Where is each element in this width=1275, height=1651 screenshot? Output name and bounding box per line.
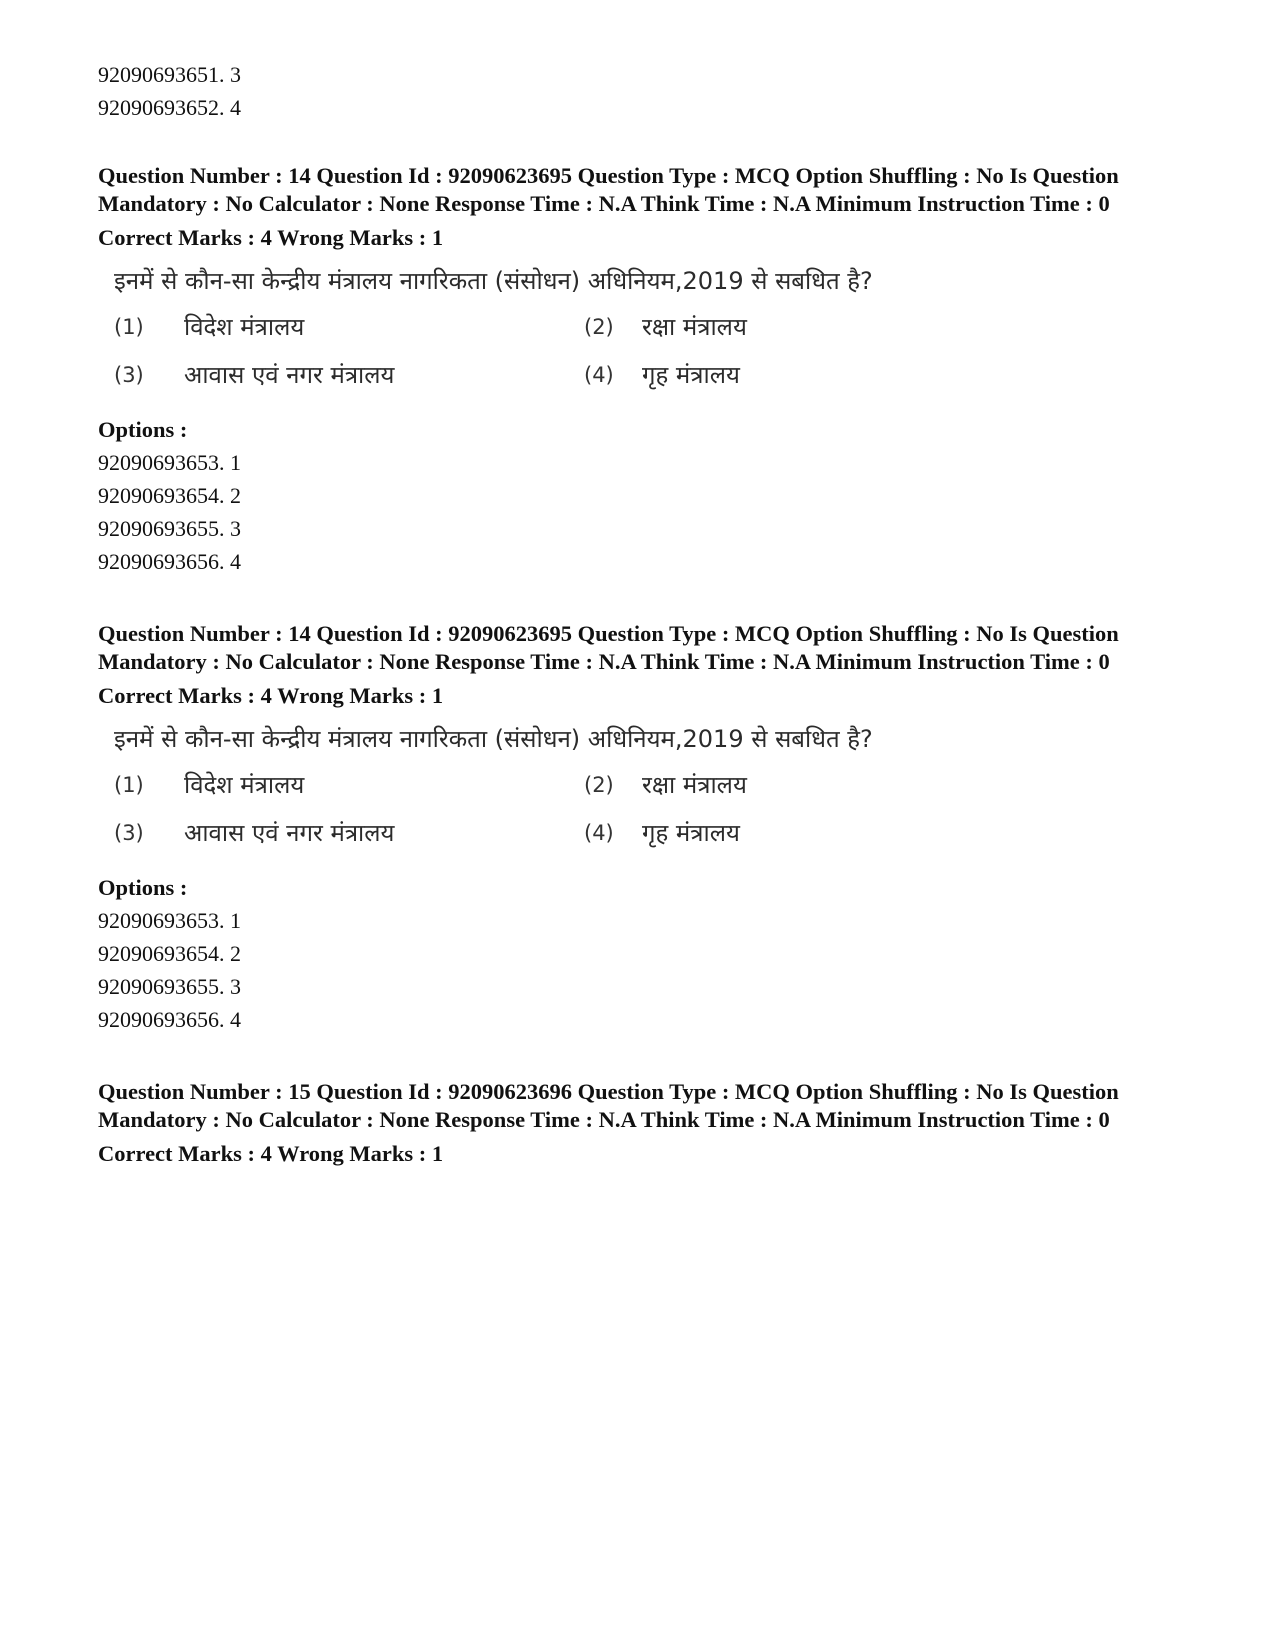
options-label: Options : xyxy=(98,875,188,900)
document-page xyxy=(98,58,1178,1168)
question-block xyxy=(98,1078,1178,1168)
question-content xyxy=(114,264,1178,392)
choice-grid xyxy=(114,768,1178,850)
marks-line: Correct Marks : 4 Wrong Marks : 1 xyxy=(98,683,444,708)
choice-number: (3) xyxy=(114,363,144,387)
choice-number: (2) xyxy=(584,315,614,339)
choice-text: गृह मंत्रालय xyxy=(642,361,740,389)
option-line: 92090693655. 3 xyxy=(98,516,241,541)
option-line: 92090693654. 2 xyxy=(98,941,241,966)
choice-text: विदेश मंत्रालय xyxy=(184,771,305,799)
question-header: Question Number : 14 Question Id : 92090623695 Question Type : MCQ Option Shuffling : No Is Question Mandatory : No Calculator : None Response Time : N.A Think Time : N.A Minimum Instruction Time : 0 xyxy=(98,621,1119,674)
options-label: Options : xyxy=(98,417,188,442)
question-block xyxy=(98,620,1178,1036)
choice-text: आवास एवं नगर मंत्रालय xyxy=(184,819,395,847)
option-line: 92090693653. 1 xyxy=(98,908,241,933)
choice-number: (1) xyxy=(114,773,144,797)
marks-line: Correct Marks : 4 Wrong Marks : 1 xyxy=(98,1141,444,1166)
option-line: 92090693654. 2 xyxy=(98,483,241,508)
choice-text: गृह मंत्रालय xyxy=(642,819,740,847)
question-content xyxy=(114,722,1178,850)
question-header: Question Number : 15 Question Id : 92090623696 Question Type : MCQ Option Shuffling : No Is Question Mandatory : No Calculator : None Response Time : N.A Think Time : N.A Minimum Instruction Time : 0 xyxy=(98,1079,1119,1132)
choice-number: (4) xyxy=(584,821,614,845)
option-line: 92090693651. 3 xyxy=(98,62,241,87)
option-line: 92090693656. 4 xyxy=(98,1007,241,1032)
option-line: 92090693652. 4 xyxy=(98,95,241,120)
question-text: इनमें से कौन-सा केन्द्रीय मंत्रालय नागरिकता (संसोधन) अधिनियम,2019 से सबधित है? xyxy=(114,267,873,295)
choice-text: आवास एवं नगर मंत्रालय xyxy=(184,361,395,389)
choice-number: (2) xyxy=(584,773,614,797)
choice-text: विदेश मंत्रालय xyxy=(184,313,305,341)
choice-number: (4) xyxy=(584,363,614,387)
choice-text: रक्षा मंत्रालय xyxy=(642,313,747,341)
option-line: 92090693656. 4 xyxy=(98,549,241,574)
choice-text: रक्षा मंत्रालय xyxy=(642,771,747,799)
question-block xyxy=(98,162,1178,578)
choice-grid xyxy=(114,310,1178,392)
option-line: 92090693655. 3 xyxy=(98,974,241,999)
question-header: Question Number : 14 Question Id : 92090623695 Question Type : MCQ Option Shuffling : No Is Question Mandatory : No Calculator : None Response Time : N.A Think Time : N.A Minimum Instruction Time : 0 xyxy=(98,163,1119,216)
choice-number: (1) xyxy=(114,315,144,339)
choice-number: (3) xyxy=(114,821,144,845)
marks-line: Correct Marks : 4 Wrong Marks : 1 xyxy=(98,225,444,250)
option-line: 92090693653. 1 xyxy=(98,450,241,475)
previous-question-options xyxy=(98,58,1178,124)
question-text: इनमें से कौन-सा केन्द्रीय मंत्रालय नागरिकता (संसोधन) अधिनियम,2019 से सबधित है? xyxy=(114,725,873,753)
